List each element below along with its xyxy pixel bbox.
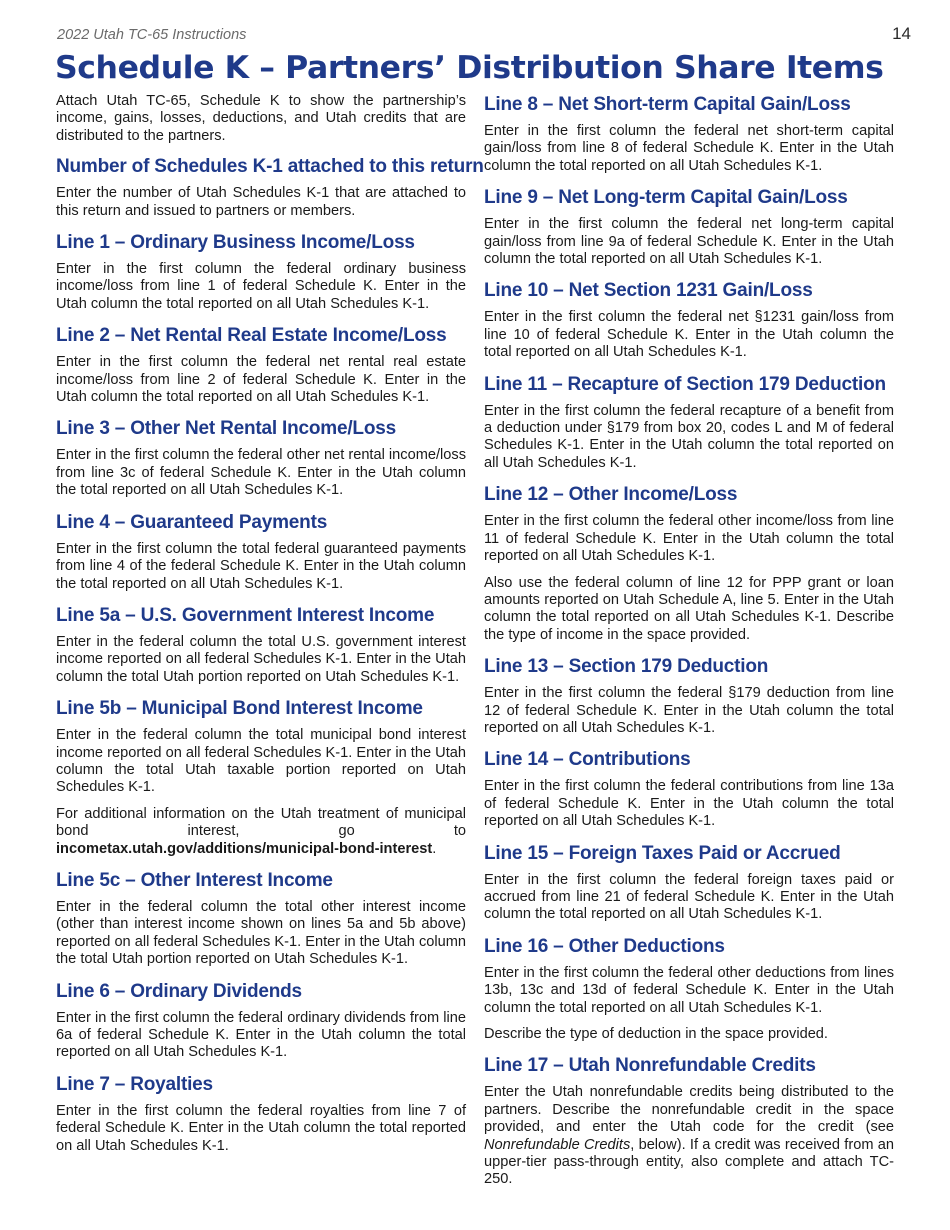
section-k1-count [56, 155, 484, 220]
section-heading: Line 8 – Net Short-term Capital Gain/Loss [484, 94, 851, 115]
page-number: 14 [892, 24, 911, 43]
section-line-11 [484, 373, 894, 473]
municipal-bond-link[interactable]: incometax.utah.gov/additions/municipal-bond-interest [56, 840, 433, 857]
section-text: Enter in the first column the total federal guaranteed payments from line 4 of the federal Schedule K. Enter in the Utah column the total reported on all Utah Schedules K-1. [56, 540, 466, 592]
section-text: Enter in the first column the federal net rental real estate income/loss from line 2 of federal Schedule K. Enter in the Utah column the total reported on all Utah Schedules K-1. [56, 354, 466, 406]
section-heading: Line 16 – Other Deductions [484, 935, 725, 957]
section-line-10 [484, 279, 894, 361]
section-line-7 [56, 1073, 466, 1155]
section-line-12 [484, 483, 894, 644]
section-text: Enter in the federal column the total U.S. government interest income reported on all federal Schedules K-1. Enter in the Utah column the total Utah portion reported on Utah Schedules K-1. [56, 633, 466, 685]
municipal-bond-note [56, 806, 466, 858]
section-heading: Line 10 – Net Section 1231 Gain/Loss [484, 280, 813, 302]
section-text: Enter in the first column the federal net §1231 gain/loss from line 10 of federal Schedule K. Enter in the Utah column the total reported on all Utah Schedules K-1. [484, 309, 894, 361]
line17-text-end: , below). If a credit was received from an upper-tier pass-through entity, also complete and attach TC-250. [484, 1136, 894, 1188]
section-heading: Line 9 – Net Long-term Capital Gain/Loss [484, 187, 848, 209]
section-text: Enter in the first column the federal recapture of a benefit from a deduction under §179 from box 20, codes L and M of federal Schedules K-1. Enter in the Utah column the total reported on all Utah Schedules K-1. [484, 402, 894, 471]
section-text: Enter in the federal column the total other interest income (other than interest income shown on lines 5a and 5b above) reported on all federal Schedules K-1. Enter in the Utah column the total Utah portion reported on Utah Schedules K-1. [56, 898, 466, 968]
section-heading: Line 6 – Ordinary Dividends [56, 980, 302, 1002]
section-heading: Line 14 – Contributions [484, 749, 691, 771]
section-heading: Line 7 – Royalties [56, 1073, 213, 1095]
section-text [484, 1084, 894, 1188]
section-text: Enter in the first column the federal contributions from line 13a of federal Schedule K. Enter in the Utah column the total reported on all Utah Schedules K-1. [484, 778, 894, 830]
section-text: Enter in the first column the federal other income/loss from line 11 of federal Schedule K. Enter in the Utah column the total reported on all Utah Schedules K-1. [484, 513, 894, 565]
section-text: Enter in the first column the federal other net rental income/loss from line 3c of federal Schedule K. Enter in the Utah column the total reported on all Utah Schedules K-1. [56, 447, 466, 499]
note-end: . [432, 840, 437, 857]
section-line-5c [56, 869, 466, 969]
section-line-13 [484, 655, 894, 737]
section-line-16 [484, 935, 894, 1044]
section-heading: Line 2 – Net Rental Real Estate Income/Loss [56, 325, 447, 347]
section-line-8 [484, 93, 894, 175]
document-label: 2022 Utah TC-65 Instructions [57, 27, 247, 43]
section-heading: Line 12 – Other Income/Loss [484, 484, 738, 506]
section-text: Enter in the federal column the total municipal bond interest income reported on all federal Schedules K-1. Enter in the Utah column the total Utah taxable portion reported on Utah Schedules K-1. [56, 727, 466, 796]
intro-paragraph: Attach Utah TC-65, Schedule K to show the partnership’s income, gains, losses, deductions, and Utah credits that are distributed to the partners. [56, 93, 466, 144]
right-column [484, 93, 894, 1200]
section-text: Enter the number of Utah Schedules K-1 that are attached to this return and issued to partners or members. [56, 185, 466, 219]
section-text: Enter in the first column the federal net short-term capital gain/loss from line 8 of federal Schedule K. Enter in the Utah column the total reported on all Utah Schedules K-1. [484, 123, 894, 174]
section-text: Also use the federal column of line 12 for PPP grant or loan amounts reported on Utah Schedule A, line 5. Enter in the Utah column the total reported on all Utah Schedules K-1. Describe the type of income in the space provided. [484, 574, 894, 643]
line17-text: Enter the Utah nonrefundable credits being distributed to the partners. Describe the nonrefundable credit in the space provided, and enter the Utah code for the credit (see [484, 1084, 894, 1136]
section-line-17 [484, 1054, 894, 1188]
section-line-1 [56, 231, 466, 313]
section-line-5a [56, 604, 466, 686]
section-text: Enter in the first column the federal foreign taxes paid or accrued from line 21 of federal Schedule K. Enter in the Utah column the total reported on all Utah Schedules K-1. [484, 871, 894, 923]
section-text: Enter in the first column the federal net long-term capital gain/loss from line 9a of federal Schedule K. Enter in the Utah column the total reported on all Utah Schedules K-1. [484, 216, 894, 268]
section-text: Describe the type of deduction in the space provided. [484, 1026, 828, 1042]
section-heading: Line 3 – Other Net Rental Income/Loss [56, 418, 396, 440]
section-text: Enter in the first column the federal other deductions from lines 13b, 13c and 13d of federal Schedule K. Enter in the Utah column the total reported on all Utah Schedules K-1. [484, 964, 894, 1016]
section-heading: Line 13 – Section 179 Deduction [484, 656, 769, 678]
section-line-2 [56, 324, 466, 406]
section-line-6 [56, 980, 466, 1062]
section-heading: Line 17 – Utah Nonrefundable Credits [484, 1055, 816, 1077]
section-line-3 [56, 417, 466, 499]
section-heading: Line 1 – Ordinary Business Income/Loss [56, 232, 415, 254]
section-heading: Line 15 – Foreign Taxes Paid or Accrued [484, 842, 841, 864]
line17-italic-ref: Nonrefundable Credits [484, 1136, 631, 1153]
section-text: Enter in the first column the federal ordinary dividends from line 6a of federal Schedule K. Enter in the Utah column the total reported on all Utah Schedules K-1. [56, 1009, 466, 1061]
section-heading: Number of Schedules K-1 attached to this return [56, 156, 484, 178]
section-text: Enter in the first column the federal §179 deduction from line 12 of federal Schedule K. Enter in the Utah column the total reported on all Utah Schedules K-1. [484, 685, 894, 736]
note-text: For additional information on the Utah treatment of municipal bond interest, go to [56, 805, 466, 840]
section-text: Enter in the first column the federal royalties from line 7 of federal Schedule K. Enter in the Utah column the total reported on all Utah Schedules K-1. [56, 1102, 466, 1154]
section-line-15 [484, 842, 894, 924]
section-heading: Line 5a – U.S. Government Interest Income [56, 604, 435, 626]
section-heading: Line 5c – Other Interest Income [56, 869, 333, 891]
section-heading: Line 11 – Recapture of Section 179 Deduction [484, 373, 886, 395]
section-line-14 [484, 748, 894, 830]
page-title: Schedule K – Partners’ Distribution Share Items [55, 50, 884, 86]
left-column [56, 93, 484, 1166]
section-line-4 [56, 511, 466, 593]
section-line-9 [484, 186, 894, 268]
section-text: Enter in the first column the federal ordinary business income/loss from line 1 of federal Schedule K. Enter in the Utah column the total reported on all Utah Schedules K-1. [56, 261, 466, 312]
section-line-5b [56, 697, 466, 858]
section-heading: Line 4 – Guaranteed Payments [56, 511, 328, 533]
section-heading: Line 5b – Municipal Bond Interest Income [56, 698, 423, 720]
